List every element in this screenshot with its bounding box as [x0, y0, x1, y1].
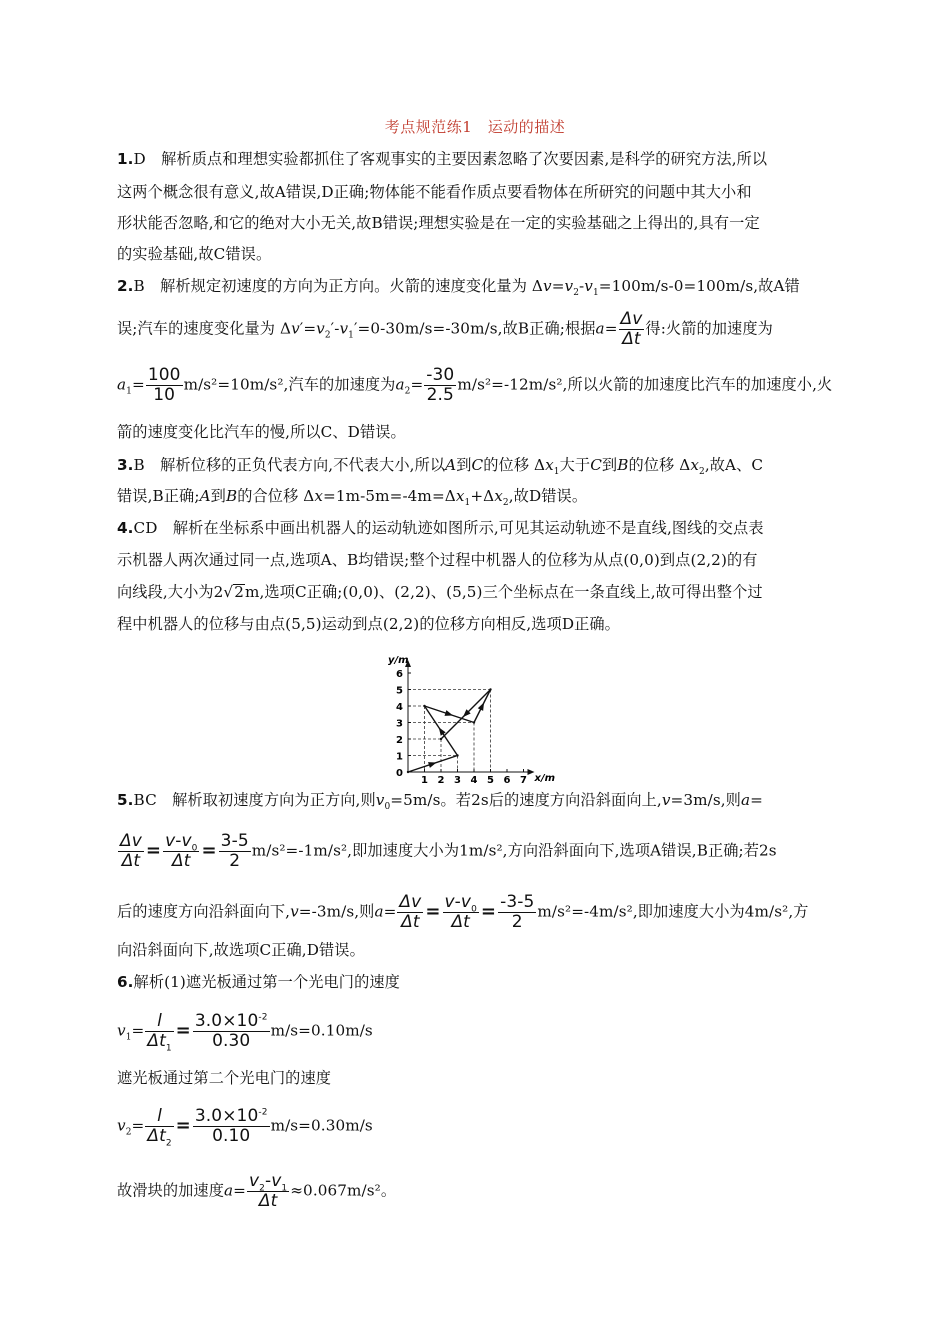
q5-line-2: $\frac{\Delta v}{\Delta t}$ = $\frac{v-v_0}{\Delta t}$ = $\frac{3-5}{2}$ m/s²=-1m/s²,即加速度大小为1m/s²,方向沿斜面向下,选项A错误,B正确;若2s	[120, 831, 777, 871]
q2-line-1: 2.B 解析规定初速度的方向为正方向。火箭的速度变化量为 $\Delta v=v_2-v_1=100m/s-0=100m/s$,故A错	[117, 277, 800, 299]
q6-text-1: 解析(1)遮光板通过第一个光电门的速度	[133, 973, 400, 991]
x-axis-label: x/m	[534, 773, 556, 784]
trajectory-point	[407, 771, 409, 773]
direction-arrow	[436, 726, 445, 736]
q6-fraction-2: $\frac{3.0\times 10^{-2}}{0.10}$	[194, 1106, 268, 1146]
trajectory-point	[473, 721, 475, 723]
q2-answer: B	[133, 277, 145, 295]
q1-line-4: 的实验基础,故C错误。	[117, 245, 272, 263]
q2-line-4: 箭的速度变化比汽车的慢,所以C、D错误。	[117, 423, 406, 441]
q6-line-5: 故滑块的加速度a= $\frac{v_2-v_1}{\Delta t}$ ≈0.067m/s²。	[117, 1171, 397, 1211]
q2-formula-a: $\frac{\Delta v}{\Delta t}$	[620, 309, 643, 349]
q5-formula-v-v0: $\frac{v-v_0}{\Delta t}$	[165, 831, 198, 871]
q4-label: 4.	[117, 519, 134, 537]
q2-fraction-rocket: $\frac{100}{10}$	[147, 365, 181, 405]
q1-line-1	[117, 149, 767, 169]
q3-answer: B	[133, 456, 145, 474]
q1-text-1: 解析质点和理想实验都抓住了客观事实的主要因素忽略了次要因素,是科学的研究方法,所以	[161, 150, 768, 168]
q4-text-1: 解析在坐标系中画出机器人的运动轨迹如图所示,可见其运动轨迹不是直线,图线的交点表	[172, 519, 764, 537]
q1-label: 1.	[117, 150, 134, 168]
q6-line-1	[117, 972, 400, 992]
q2-text-1a: 解析规定初速度的方向为正方向。火箭的速度变化量为 Δ	[160, 277, 544, 295]
q1-answer: D	[133, 150, 146, 168]
q4-line-2: 示机器人两次通过同一点,选项A、B均错误;整个过程中机器人的位移为从点(0,0)到点(2,2)的有	[117, 551, 758, 569]
q4-line-4: 程中机器人的位移与由点(5,5)运动到点(2,2)的位移方向相反,选项D正确。	[117, 615, 620, 633]
x-tick-label: 1	[421, 775, 428, 786]
q1-line-2: 这两个概念很有意义,故A错误,D正确;物体能不能看作质点要看物体在所研究的问题中其大小和	[117, 183, 752, 201]
q1-line-3: 形状能否忽略,和它的绝对大小无关,故B错误;理想实验是在一定的实验基础之上得出的,具有一定	[117, 214, 760, 232]
q2-text-2b: =0-30m/s=-30m/s,故B正确;根据	[357, 319, 596, 338]
q5-label: 5.	[117, 791, 134, 809]
trajectory-point	[423, 705, 425, 707]
y-tick-label: 2	[396, 735, 403, 746]
q2-text-3b: m/s²=-12m/s²,所以火箭的加速度比汽车的加速度小,火	[457, 375, 833, 394]
q2-text-2a: 误;汽车的速度变化量为 Δ	[117, 319, 292, 338]
origin-label: 0	[396, 768, 403, 779]
q5-fraction-2: $\frac{-3-5}{2}$	[500, 892, 535, 932]
x-tick-label: 4	[470, 775, 478, 786]
direction-arrow	[445, 710, 454, 718]
x-tick-label: 3	[454, 775, 461, 786]
q2-line-2: 误;汽车的速度变化量为 $\Delta v'=v_2'-v_1'=0-30m/s=-30m/s$,故B正确;根据a= $\frac{\Delta v}{\Delta t}$ 得:火箭的加速度为	[117, 309, 773, 349]
q6-line-4: $v_2=$ $\frac{l}{\Delta t_2}$ = $\frac{3.0\times 10^{-2}}{0.10}$ m/s=0.30m/s	[117, 1106, 373, 1149]
direction-arrow	[478, 701, 487, 711]
q3-line-1: 3.B 解析位移的正负代表方向,不代表大小,所以A到C的位移 $\Delta x_1$大于C到B的位移 $\Delta x_2$,故A、C	[117, 456, 764, 478]
x-tick-label: 5	[487, 775, 494, 786]
x-tick-label: 2	[437, 775, 445, 786]
q2-line-3: $a_1=$ $\frac{100}{10}$ m/s²=10m/s²,汽车的加速度为$a_2=$ $\frac{-30}{2.5}$ m/s²=-12m/s²,所以火箭的加速度比汽车的加速度小,火	[117, 365, 833, 405]
q2-text-1b: =100m/s-0=100m/s,故A错	[598, 277, 800, 295]
trajectory-point	[440, 738, 442, 740]
q6-label: 6.	[117, 973, 134, 991]
x-tick-label: 6	[503, 775, 511, 786]
q4-line-3: 向线段,大小为2√2m,选项C正确;(0,0)、(2,2)、(5,5)三个坐标点在一条直线上,故可得出整个过	[117, 583, 763, 601]
direction-arrow	[428, 760, 437, 768]
q3-line-2: 错误,B正确;A到B的合位移 $\Delta x=1m-5m=-4m=\Delta x_1+\Delta x_2$,故D错误。	[117, 487, 588, 509]
y-tick-label: 3	[396, 718, 403, 730]
q3-label: 3.	[117, 456, 134, 474]
y-tick-label: 6	[396, 669, 403, 680]
q5-line-4: 向沿斜面向下,故选项C正确,D错误。	[117, 941, 365, 959]
q6-formula-acc: $\frac{v_2-v_1}{\Delta t}$	[249, 1171, 288, 1211]
page-title: 考点规范练1 运动的描述	[384, 118, 566, 136]
q2-label: 2.	[117, 277, 134, 295]
y-tick-label: 4	[396, 702, 403, 713]
y-axis-label: y/m	[388, 655, 409, 666]
y-tick-label: 5	[396, 685, 403, 697]
q6-line-2: $v_1=$ $\frac{l}{\Delta t_1}$ = $\frac{3.0\times 10^{-2}}{0.30}$ m/s=0.10m/s	[117, 1011, 373, 1054]
q5-answer: BC	[133, 791, 157, 809]
q4-line-1	[117, 518, 764, 538]
trajectory-point	[489, 688, 491, 690]
x-tick-label: 7	[520, 775, 527, 786]
q5-fraction-1: $\frac{3-5}{2}$	[220, 831, 249, 871]
trajectory-point	[456, 754, 458, 756]
q5-line-1: 5.BC 解析取初速度方向为正方向,则$v_0=5m/s$。若2s后的速度方向沿斜面向上,v=3m/s,则a=	[117, 791, 763, 813]
q2-text-2c: 得:火箭的加速度为	[645, 319, 773, 338]
q2-fraction-car: $\frac{-30}{2.5}$	[426, 365, 455, 405]
q5-formula-dv-dt: $\frac{\Delta v}{\Delta t}$	[120, 831, 142, 871]
q2-text-3a: m/s²=10m/s²,汽车的加速度为	[183, 375, 396, 394]
y-tick-label: 1	[396, 751, 403, 763]
q6-fraction-1: $\frac{3.0\times 10^{-2}}{0.30}$	[194, 1011, 268, 1051]
trajectory-chart	[380, 642, 560, 788]
q5-line-3: 后的速度方向沿斜面向下,v=-3m/s,则a= $\frac{\Delta v}{\Delta t}$ = $\frac{v-v_0}{\Delta t}$ = $\frac{-3-5}{2}$ m/s²=-4m/s²,即加速度大小为4m/s²,方	[117, 892, 809, 932]
q6-line-3: 遮光板通过第二个光电门的速度	[117, 1069, 332, 1087]
q4-answer: CD	[133, 519, 158, 537]
